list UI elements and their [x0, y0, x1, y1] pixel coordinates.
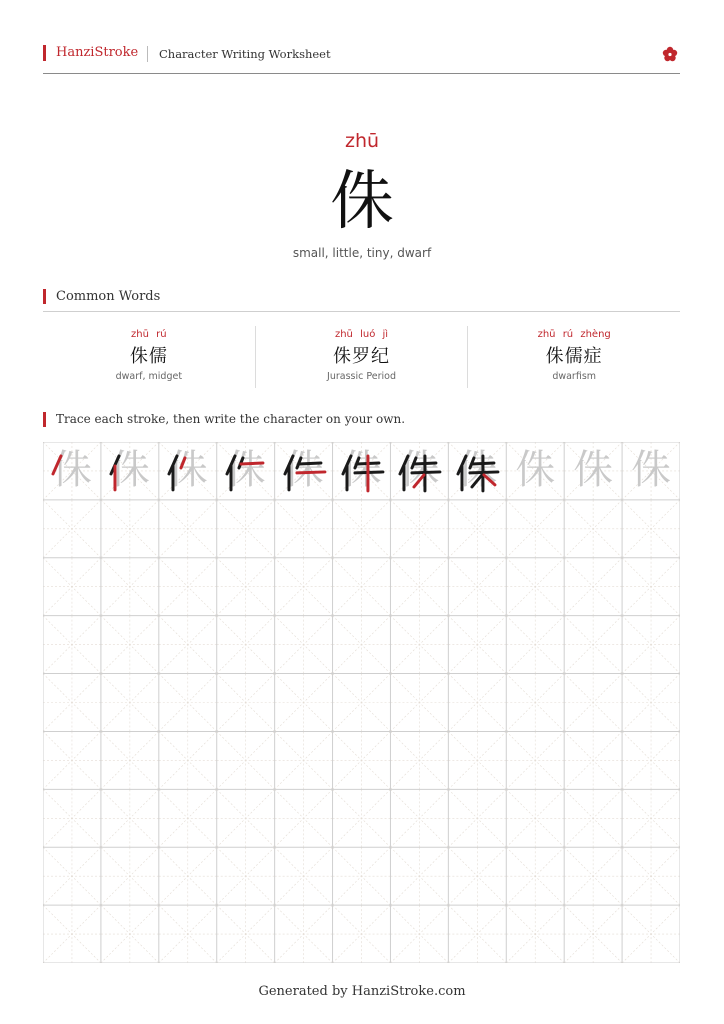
stroke-diagram [390, 442, 448, 500]
trace-character: 侏 [515, 447, 556, 493]
word-meaning: dwarf, midget [115, 371, 183, 382]
word-card [255, 326, 468, 388]
stroke-order-cell [275, 442, 333, 500]
section-accent-bar [43, 412, 46, 427]
stroke-order-cell [390, 442, 448, 500]
trace-cell [506, 442, 564, 500]
word-hanzi: 侏儒 [129, 346, 168, 367]
word-card [467, 326, 680, 388]
worksheet-header [43, 43, 680, 74]
word-meaning: Jurassic Period [327, 371, 396, 382]
practice-instruction: Trace each stroke, then write the character on your own. [56, 412, 406, 426]
practice-grid[interactable] [43, 442, 680, 963]
trace-character: 侏 [631, 447, 672, 493]
stroke-order-cell [448, 442, 506, 500]
word-pinyin: zhū luó jì [334, 329, 389, 340]
stroke-diagram [448, 442, 506, 500]
word-card [43, 326, 255, 388]
character-pinyin: zhū [344, 130, 380, 152]
word-pinyin: zhū rú [131, 329, 167, 340]
stroke-diagram [275, 442, 333, 500]
section-divider [43, 311, 680, 312]
common-words-list [43, 326, 680, 388]
word-hanzi: 侏罗纪 [333, 346, 390, 367]
word-meaning: dwarfism [552, 371, 597, 382]
grid-guidelines [43, 442, 680, 963]
character-meaning: small, little, tiny, dwarf [292, 246, 432, 260]
trace-character: 侏 [167, 447, 208, 493]
footer-credit: Generated by HanziStroke.com [258, 984, 466, 999]
section-accent-bar [43, 289, 46, 304]
brand-name[interactable]: HanziStroke [56, 45, 139, 60]
worksheet-subtitle: Character Writing Worksheet [159, 47, 331, 61]
stroke-diagram [43, 442, 101, 500]
trace-character: 侏 [341, 447, 382, 493]
trace-cell [622, 442, 680, 500]
trace-character: 侏 [399, 447, 440, 493]
trace-cell [564, 442, 622, 500]
common-words-title: Common Words [56, 289, 161, 304]
trace-character: 侏 [109, 447, 150, 493]
stroke-diagram [101, 442, 159, 500]
header-accent-bar [43, 45, 46, 61]
plum-blossom-icon [662, 46, 678, 62]
stroke-order-cell [217, 442, 275, 500]
word-pinyin: zhū rú zhèng [537, 329, 611, 340]
stroke-order-cell [101, 442, 159, 500]
stroke-order-cell [159, 442, 217, 500]
trace-character: 侏 [51, 447, 92, 493]
trace-character: 侏 [457, 447, 498, 493]
stroke-diagram [217, 442, 275, 500]
trace-character: 侏 [225, 447, 266, 493]
stroke-order-cell [43, 442, 101, 500]
trace-character: 侏 [573, 447, 614, 493]
stroke-diagram [159, 442, 217, 500]
main-character: 侏 [330, 165, 394, 239]
word-hanzi: 侏儒症 [545, 346, 603, 367]
stroke-order-cell [333, 442, 391, 500]
stroke-diagram [333, 442, 391, 500]
header-divider [147, 46, 148, 62]
trace-character: 侏 [283, 447, 324, 493]
